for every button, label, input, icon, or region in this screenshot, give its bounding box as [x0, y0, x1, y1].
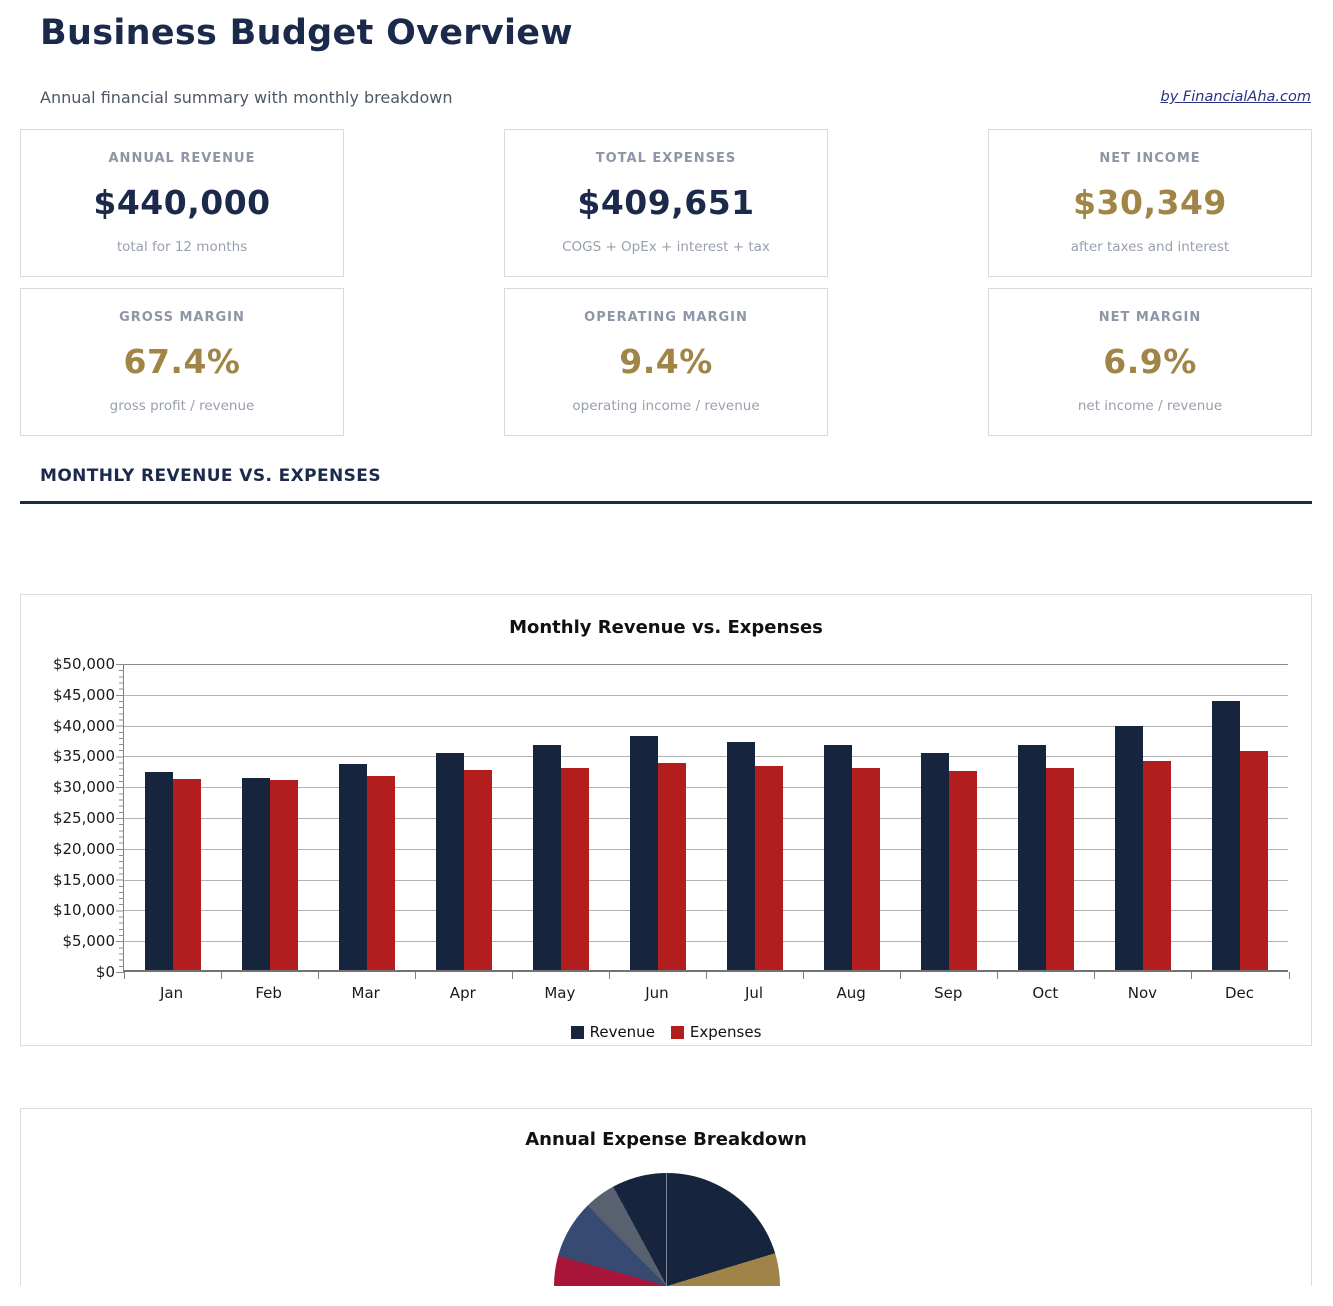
x-axis-tick [803, 972, 804, 979]
x-axis-tick [900, 972, 901, 979]
kpi-label: OPERATING MARGIN [584, 310, 748, 325]
kpi-label: NET INCOME [1099, 151, 1201, 166]
x-axis-tick-label: Jul [744, 984, 764, 1002]
y-axis-tick-label: $35,000 [52, 747, 115, 766]
revenue-bar-nov [1115, 726, 1143, 972]
y-axis-tick-label: $5,000 [62, 932, 115, 951]
bar-chart-title: Monthly Revenue vs. Expenses [509, 617, 823, 638]
kpi-label: ANNUAL REVENUE [108, 151, 256, 166]
x-axis-tick [997, 972, 998, 979]
expense-bar-oct [1046, 768, 1074, 973]
gridline [124, 849, 1288, 850]
revenue-swatch-icon [571, 1026, 584, 1039]
expense-bar-apr [464, 770, 492, 972]
y-axis-tick-label: $40,000 [52, 716, 115, 735]
kpi-note: after taxes and interest [1070, 239, 1230, 255]
kpi-note: operating income / revenue [572, 398, 760, 414]
x-axis-tick-label: Nov [1127, 984, 1158, 1002]
gridline [124, 664, 1288, 665]
expense-bar-dec [1240, 751, 1268, 972]
y-axis-tick-label: $20,000 [52, 839, 115, 858]
x-axis-labels [123, 984, 1288, 1006]
kpi-label: NET MARGIN [1098, 310, 1202, 325]
page-subtitle: Annual financial summary with monthly breakdown [40, 88, 453, 107]
credit-link[interactable]: by FinancialAha.com [1160, 89, 1311, 105]
expenses-swatch-icon [671, 1026, 684, 1039]
revenue-bar-sep [921, 753, 949, 972]
x-axis-tick [706, 972, 707, 979]
expense-bar-jan [173, 779, 201, 972]
kpi-value: 9.4% [619, 342, 713, 381]
y-axis-tick-label: $0 [95, 963, 115, 981]
kpi-note: net income / revenue [1077, 398, 1223, 414]
gridline [124, 880, 1288, 881]
x-axis-tick [1094, 972, 1095, 979]
y-axis-tick-label: $10,000 [52, 901, 115, 920]
gridline [124, 787, 1288, 788]
chart-legend [21, 1023, 1311, 1041]
revenue-bar-may [533, 745, 561, 972]
expense-bar-sep [949, 771, 977, 972]
y-axis-tick-label: $50,000 [52, 655, 115, 673]
pie-slice-divider [666, 1173, 667, 1286]
revenue-bar-aug [824, 745, 852, 972]
x-axis-tick-label: Aug [836, 984, 866, 1002]
x-axis-tick-label: Jun [645, 984, 669, 1002]
page-title: Business Budget Overview [40, 13, 573, 53]
section-divider [20, 501, 1312, 504]
legend-item-expenses [671, 1023, 761, 1041]
expense-bar-feb [270, 780, 298, 972]
x-axis-tick [512, 972, 513, 979]
kpi-card-net-income [988, 129, 1312, 277]
kpi-value: $409,651 [577, 183, 755, 222]
x-axis-tick-label: Sep [934, 984, 963, 1002]
gridline [124, 818, 1288, 819]
legend-label: Revenue [589, 1023, 655, 1041]
y-axis-tick-label: $45,000 [52, 685, 115, 704]
gridline [124, 695, 1288, 696]
kpi-label: GROSS MARGIN [119, 310, 245, 325]
y-axis-tick-label: $15,000 [52, 870, 115, 889]
x-axis-tick [1191, 972, 1192, 979]
x-axis-tick-label: Apr [449, 984, 476, 1002]
x-axis-tick [221, 972, 222, 979]
gridline [124, 970, 1288, 972]
bar-chart-card [20, 594, 1312, 1046]
x-axis-tick [124, 972, 125, 979]
y-axis-tick-label: $30,000 [52, 778, 115, 797]
x-axis-tick-label: Oct [1032, 984, 1059, 1002]
x-axis-tick [1289, 972, 1290, 979]
expense-bar-aug [852, 768, 880, 972]
y-axis-major-ticks [116, 664, 124, 973]
x-axis-tick-label: Mar [351, 984, 380, 1002]
legend-label: Expenses [689, 1023, 762, 1041]
x-axis-tick-label: Jan [159, 984, 184, 1002]
revenue-bar-mar [339, 764, 367, 972]
x-axis-tick-label: May [544, 984, 576, 1002]
expense-bar-mar [367, 776, 395, 973]
kpi-value: $30,349 [1073, 183, 1227, 222]
x-axis-tick [318, 972, 319, 979]
expense-bar-may [561, 768, 589, 972]
gridline [124, 756, 1288, 757]
gridline [124, 726, 1288, 727]
revenue-bar-dec [1212, 701, 1240, 972]
kpi-card-annual-revenue [20, 129, 344, 277]
pie-chart-card [20, 1108, 1312, 1286]
y-axis-tick-label: $25,000 [52, 809, 115, 827]
x-axis-tick-label: Dec [1224, 984, 1254, 1002]
x-axis-tick [609, 972, 610, 979]
kpi-note: gross profit / revenue [109, 398, 255, 414]
expense-bar-jun [658, 763, 686, 972]
revenue-bar-oct [1018, 745, 1046, 972]
gridline [124, 941, 1288, 942]
kpi-note: COGS + OpEx + interest + tax [562, 239, 770, 255]
kpi-card-gross-margin [20, 288, 344, 436]
kpi-note: total for 12 months [116, 239, 248, 255]
kpi-value: 6.9% [1103, 342, 1197, 381]
bar-plot-area [123, 664, 1288, 972]
section-heading: MONTHLY REVENUE VS. EXPENSES [40, 466, 381, 486]
kpi-card-total-expenses [504, 129, 828, 277]
gridline [124, 910, 1288, 911]
kpi-value: 67.4% [123, 342, 241, 381]
legend-item-revenue [571, 1023, 655, 1041]
pie-chart-title: Annual Expense Breakdown [525, 1129, 807, 1150]
revenue-bar-jan [145, 772, 173, 972]
kpi-value: $440,000 [93, 183, 271, 222]
revenue-bar-feb [242, 778, 270, 972]
expense-bar-nov [1143, 761, 1171, 972]
expense-breakdown-pie [554, 1173, 780, 1286]
x-axis-tick [415, 972, 416, 979]
revenue-bar-jun [630, 736, 658, 973]
kpi-card-net-margin [988, 288, 1312, 436]
x-axis-tick-label: Feb [255, 984, 282, 1002]
revenue-bar-jul [727, 742, 755, 972]
kpi-card-operating-margin [504, 288, 828, 436]
expense-bar-jul [755, 766, 783, 972]
revenue-bar-apr [436, 753, 464, 972]
kpi-label: TOTAL EXPENSES [595, 151, 737, 166]
